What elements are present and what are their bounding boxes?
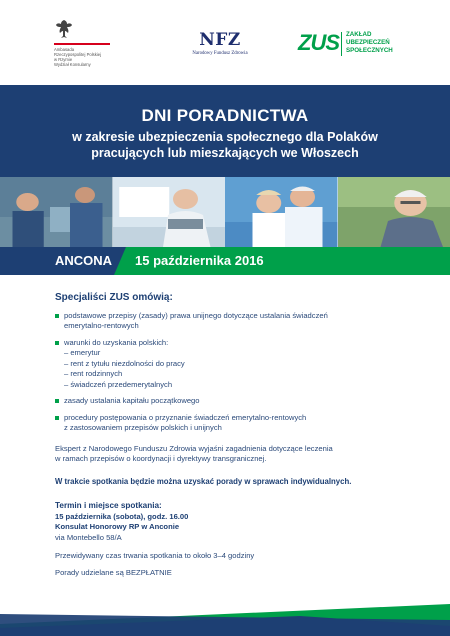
nfz-logo-subtitle: Narodowy Fundusz Zdrowia (192, 51, 248, 56)
list-item-line: – rent z tytułu niezdolności do pracy (64, 358, 185, 368)
subtitle-line: pracujących lub mieszkających we Włoszech (91, 146, 359, 160)
list-item (55, 338, 415, 391)
location-bar (0, 247, 450, 275)
title-band (0, 85, 450, 177)
photo-senior-man (338, 177, 450, 247)
nfz-logo-mark: NFZ (199, 30, 241, 50)
meeting-duration: Przewidywany czas trwania spotkania to około 3–4 godziny (55, 551, 255, 560)
nfz-logo (190, 30, 250, 56)
zus-logo-text (346, 31, 393, 55)
list-item-line: procedury postępowania o przyznanie świadczeń emerytalno-rentowych (64, 412, 307, 422)
nfz-expert-paragraph (55, 444, 415, 465)
zus-logo-mark: ZUS (298, 30, 339, 55)
embassy-label (54, 43, 110, 67)
main-content (55, 293, 415, 578)
embassy-line: Wydział Konsularny (54, 62, 91, 67)
list-item-line: – rent rodzinnych (64, 369, 123, 378)
meeting-date: 15 października (sobota), godz. 16.00 (55, 511, 189, 521)
paragraph-line: w ramach przepisów o koordynacji i dyrektywy transgranicznej. (55, 454, 267, 463)
zus-logo-line: SPOŁECZNYCH (346, 47, 393, 54)
photo-office-worker (113, 177, 226, 247)
zus-topics-list (55, 311, 415, 434)
free-advice-note: Porady udzielane są BEZPŁATNIE (55, 567, 172, 577)
zus-topics-heading: Specjaliści ZUS omówią: (55, 292, 173, 303)
zus-logo (298, 30, 418, 60)
individual-advice-note: W trakcie spotkania będzie można uzyskać porady w sprawach indywidualnych. (55, 476, 352, 486)
zus-logo-line: UBEZPIECZEŃ (346, 39, 390, 46)
list-item-line: zasady ustalania kapitału początkowego (64, 396, 200, 405)
meeting-address: via Montebello 58/A (55, 532, 122, 542)
zus-logo-divider (341, 32, 342, 56)
location-date: 15 października 2016 (135, 253, 264, 268)
list-item-line: warunki do uzyskania polskich: (64, 337, 169, 347)
embassy-line: w Rzymie (54, 57, 73, 62)
bottom-decoration (0, 598, 450, 636)
polish-flag-stripe (54, 43, 110, 45)
logo-header (0, 0, 450, 85)
list-item-line: z zastosowaniem przepisów polskich i unijnych (64, 423, 222, 432)
list-item (55, 311, 415, 332)
meeting-place: Konsulat Honorowy RP w Anconie (55, 522, 180, 531)
photo-strip (0, 177, 450, 247)
list-item-line: emerytalno-rentowych (64, 321, 139, 330)
subtitle-line: w zakresie ubezpieczenia społecznego dla Polaków (72, 130, 378, 144)
page-subtitle (0, 129, 450, 161)
location-city: ANCONA (55, 253, 113, 268)
list-item-line: podstawowe przepisy (zasady) prawa unijnego dotyczące ustalania świadczeń (64, 310, 328, 320)
zus-logo-line: ZAKŁAD (346, 31, 372, 38)
meeting-details (55, 512, 415, 544)
embassy-line: Ambasada (54, 47, 75, 52)
embassy-line: Rzeczypospolitej Polskiej (54, 52, 102, 57)
paragraph-line: Ekspert z Narodowego Funduszu Zdrowia wyjaśni zagadnienia dotyczące leczenia (55, 443, 333, 453)
photo-senior-couple (225, 177, 338, 247)
list-item (55, 413, 415, 434)
polish-eagle-emblem-icon (54, 18, 74, 40)
list-item-line: – emerytur (64, 348, 101, 357)
meeting-heading: Termin i miejsce spotkania: (55, 501, 162, 510)
photo-workshop (0, 177, 113, 247)
list-item (55, 396, 415, 407)
list-item-line: – świadczeń przedemerytalnych (64, 379, 173, 389)
page-title: DNI PORADNICTWA (141, 106, 309, 125)
